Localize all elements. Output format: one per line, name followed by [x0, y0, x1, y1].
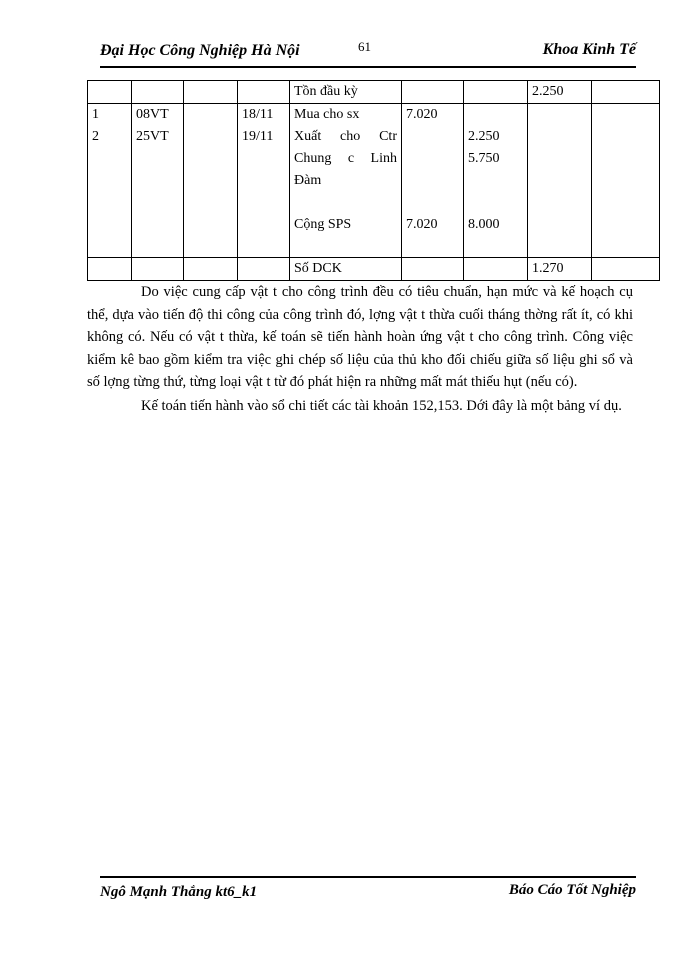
opening-balance-cell: 2.250 — [528, 81, 592, 104]
entry-row — [88, 104, 660, 258]
page-header — [100, 40, 636, 66]
page-number: 61 — [358, 39, 371, 54]
ledger-table — [87, 80, 660, 281]
description-line: Mua cho sx — [294, 107, 360, 122]
closing-label-cell: Số DCK — [290, 258, 402, 281]
faculty-name: Khoa Kinh Tế — [542, 41, 636, 58]
body-paragraph: Do việc cung cấp vật t cho công trình đều có tiêu chuẩn, hạn mức và kế hoạch cụ thể, dựa vào tiến độ thi công của công trình đó, lợng vật t thừa cuối tháng thờng rất ít, có khi không có. Nếu có vật t thừa, kế toán sẽ tiến hành hoàn ứng vật t cho công trình. Công việc kiểm kê bao gồm kiểm tra việc ghi chép số liệu của thủ kho đối chiếu giữa số liệu ghi sổ và số lợng từng thứ, từng loại vật t từ đó phát hiện ra những mất mát thiếu hụt (nếu có). — [87, 284, 633, 390]
credit-cell: 2.250 5.750 8.000 — [464, 104, 528, 258]
school-name: Đại Học Công Nghiệp Hà Nội — [100, 42, 300, 59]
debit-cell: 7.020 7.020 — [402, 104, 464, 258]
author-name: Ngô Mạnh Thắng kt6_k1 — [100, 884, 258, 900]
date-cell: 18/11 19/11 — [238, 104, 290, 258]
description-total: Cộng SPS — [294, 217, 352, 232]
description-line: Xuất cho Ctr — [294, 129, 397, 144]
doc-number-cell: 08VT 25VT — [132, 104, 184, 258]
description-line: Đàm — [294, 173, 322, 188]
footer-rule — [100, 876, 636, 878]
description-cell — [290, 104, 402, 258]
stt-cell: 1 2 — [88, 104, 132, 258]
body-paragraph: Kế toán tiến hành vào sổ chi tiết các tài khoản 152,153. Dới đây là một bảng ví dụ. — [141, 398, 622, 414]
opening-balance-row — [88, 81, 660, 104]
description-line: Chung c Linh — [294, 151, 397, 166]
closing-balance-row — [88, 258, 660, 281]
header-rule — [100, 66, 636, 68]
report-title: Báo Cáo Tốt Nghiệp — [508, 882, 636, 898]
opening-label-cell: Tồn đầu kỳ — [290, 81, 402, 104]
page-footer — [100, 882, 636, 906]
closing-balance-cell: 1.270 — [528, 258, 592, 281]
